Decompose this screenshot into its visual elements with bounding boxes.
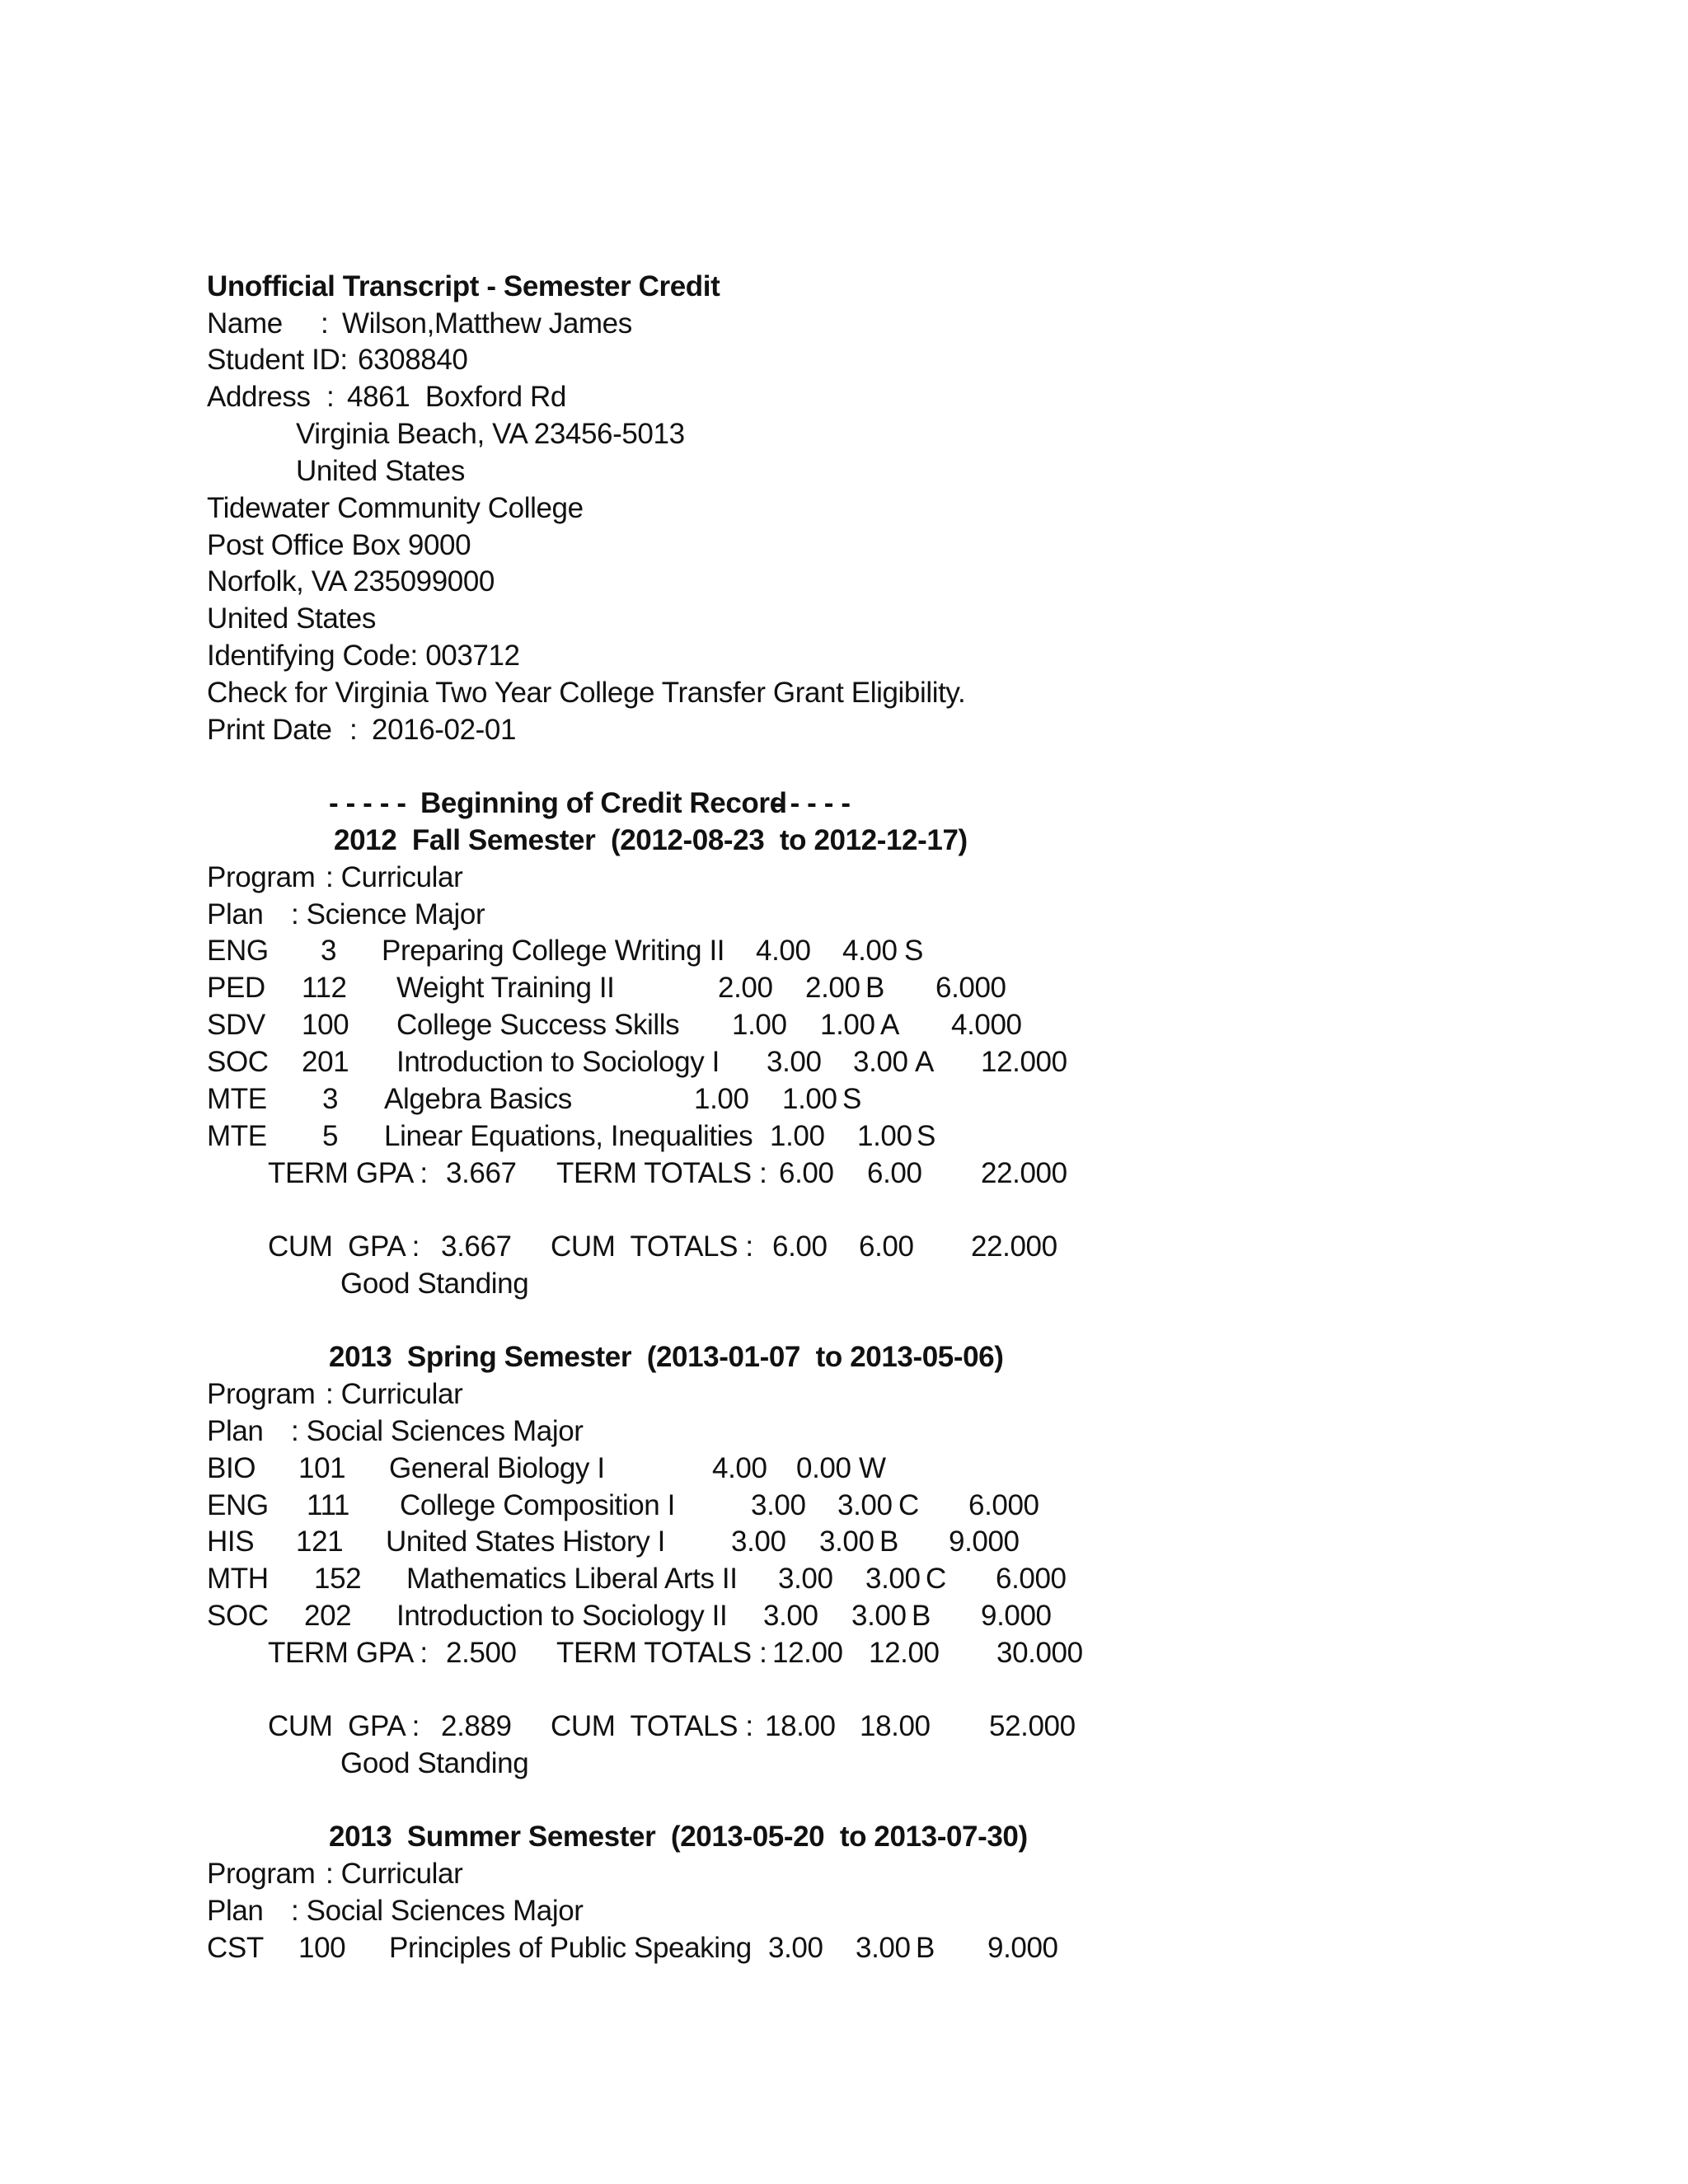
term-gpa-label: TERM GPA : xyxy=(268,1157,428,1189)
cum-earned: 18.00 xyxy=(860,1710,931,1742)
institution-country: United States xyxy=(207,602,376,635)
plan-label: Plan xyxy=(207,1895,264,1927)
course-earned: 2.00 xyxy=(805,972,860,1004)
course-number: 152 xyxy=(314,1563,362,1595)
course-attempted: 3.00 xyxy=(763,1600,818,1632)
plan-value: : Social Sciences Major xyxy=(291,1415,584,1447)
identifying-code: Identifying Code: 003712 xyxy=(207,640,520,672)
course-subject: ENG xyxy=(207,1489,269,1521)
course-number: 3 xyxy=(322,1083,339,1115)
course-earned: 0.00 xyxy=(796,1452,851,1484)
course-earned: 3.00 xyxy=(837,1489,893,1521)
document-title: Unofficial Transcript - Semester Credit xyxy=(207,270,720,302)
course-grade: W xyxy=(859,1452,886,1484)
course-attempted: 4.00 xyxy=(756,935,811,967)
course-title: Introduction to Sociology I xyxy=(396,1046,720,1078)
term-points: 22.000 xyxy=(981,1157,1067,1189)
course-number: 100 xyxy=(302,1009,349,1041)
course-number: 111 xyxy=(307,1489,350,1521)
student-name: Wilson,Matthew James xyxy=(342,307,632,340)
program-value: : Curricular xyxy=(326,1378,463,1410)
term-gpa-value: 2.500 xyxy=(446,1637,517,1669)
program-value: : Curricular xyxy=(326,1858,463,1890)
course-grade: B xyxy=(865,972,884,1004)
course-attempted: 4.00 xyxy=(712,1452,767,1484)
course-subject: MTE xyxy=(207,1120,267,1152)
term-points: 30.000 xyxy=(996,1637,1083,1669)
course-title: College Success Skills xyxy=(396,1009,680,1041)
name-separator: : xyxy=(321,307,329,340)
course-number: 5 xyxy=(322,1120,339,1152)
course-number: 202 xyxy=(304,1600,352,1632)
term-gpa-value: 3.667 xyxy=(446,1157,517,1189)
address-line-2: Virginia Beach, VA 23456-5013 xyxy=(296,418,685,450)
course-attempted: 3.00 xyxy=(751,1489,806,1521)
course-earned: 4.00 xyxy=(842,935,898,967)
address-line-1: 4861 Boxford Rd xyxy=(347,381,566,413)
course-points: 4.000 xyxy=(951,1009,1022,1041)
course-subject: PED xyxy=(207,972,265,1004)
cum-attempted: 18.00 xyxy=(765,1710,836,1742)
cum-points: 22.000 xyxy=(971,1230,1057,1263)
institution-name: Tidewater Community College xyxy=(207,492,584,524)
course-points: 9.000 xyxy=(981,1600,1052,1632)
course-earned: 3.00 xyxy=(856,1932,911,1964)
course-grade: C xyxy=(926,1563,946,1595)
course-subject: HIS xyxy=(207,1526,255,1558)
student-id-label: Student ID: xyxy=(207,344,348,376)
academic-standing: Good Standing xyxy=(340,1747,529,1779)
term-heading: 2012 Fall Semester (2012-08-23 to 2012-12-17) xyxy=(334,824,968,856)
course-subject: ENG xyxy=(207,935,269,967)
program-label: Program xyxy=(207,1378,316,1410)
course-grade: C xyxy=(898,1489,919,1521)
course-title: Weight Training II xyxy=(396,972,615,1004)
course-title: Introduction to Sociology II xyxy=(396,1600,728,1632)
record-dashes-left: - - - - - xyxy=(329,787,406,819)
address-line-3: United States xyxy=(296,455,465,487)
course-subject: SDV xyxy=(207,1009,265,1041)
course-attempted: 1.00 xyxy=(770,1120,825,1152)
print-date-label: Print Date xyxy=(207,714,332,746)
address-separator: : xyxy=(326,381,335,413)
cum-gpa-value: 3.667 xyxy=(441,1230,512,1263)
course-grade: B xyxy=(879,1526,898,1558)
course-number: 121 xyxy=(296,1526,344,1558)
institution-address-1: Post Office Box 9000 xyxy=(207,529,471,561)
course-points: 6.000 xyxy=(968,1489,1039,1521)
course-attempted: 3.00 xyxy=(768,1932,823,1964)
cum-earned: 6.00 xyxy=(859,1230,914,1263)
course-number: 3 xyxy=(321,935,337,967)
course-grade: A xyxy=(880,1009,899,1041)
course-title: Principles of Public Speaking xyxy=(389,1932,752,1964)
course-title: Linear Equations, Inequalities xyxy=(384,1120,753,1152)
course-grade: B xyxy=(912,1600,931,1632)
address-label: Address xyxy=(207,381,311,413)
course-earned: 3.00 xyxy=(819,1526,874,1558)
program-label: Program xyxy=(207,1858,316,1890)
course-attempted: 2.00 xyxy=(718,972,773,1004)
term-earned: 12.00 xyxy=(869,1637,940,1669)
course-earned: 3.00 xyxy=(853,1046,908,1078)
course-number: 100 xyxy=(298,1932,346,1964)
course-attempted: 3.00 xyxy=(767,1046,822,1078)
course-title: General Biology I xyxy=(389,1452,605,1484)
course-subject: SOC xyxy=(207,1600,269,1632)
course-points: 9.000 xyxy=(987,1932,1058,1964)
plan-value: : Science Major xyxy=(291,898,485,930)
course-points: 12.000 xyxy=(981,1046,1067,1078)
course-earned: 1.00 xyxy=(782,1083,837,1115)
cum-attempted: 6.00 xyxy=(772,1230,828,1263)
course-grade: S xyxy=(917,1120,935,1152)
student-id-value: 6308840 xyxy=(358,344,468,376)
course-number: 201 xyxy=(302,1046,349,1078)
print-date-separator: : xyxy=(349,714,358,746)
cum-gpa-value: 2.889 xyxy=(441,1710,512,1742)
cum-gpa-label: CUM GPA : xyxy=(268,1230,420,1263)
term-gpa-label: TERM GPA : xyxy=(268,1637,428,1669)
program-value: : Curricular xyxy=(326,861,463,893)
plan-label: Plan xyxy=(207,1415,264,1447)
course-subject: SOC xyxy=(207,1046,269,1078)
course-subject: CST xyxy=(207,1932,264,1964)
term-heading: 2013 Spring Semester (2013-01-07 to 2013-05-06) xyxy=(329,1341,1004,1373)
course-grade: S xyxy=(842,1083,861,1115)
course-attempted: 3.00 xyxy=(731,1526,786,1558)
course-title: College Composition I xyxy=(400,1489,675,1521)
course-title: Mathematics Liberal Arts II xyxy=(406,1563,738,1595)
course-earned: 1.00 xyxy=(857,1120,912,1152)
course-subject: BIO xyxy=(207,1452,256,1484)
course-subject: MTE xyxy=(207,1083,267,1115)
course-grade: A xyxy=(915,1046,934,1078)
course-points: 6.000 xyxy=(996,1563,1067,1595)
course-subject: MTH xyxy=(207,1563,269,1595)
cum-points: 52.000 xyxy=(989,1710,1076,1742)
course-title: Algebra Basics xyxy=(384,1083,572,1115)
print-date-value: 2016-02-01 xyxy=(372,714,517,746)
plan-label: Plan xyxy=(207,898,264,930)
course-grade: B xyxy=(916,1932,935,1964)
program-label: Program xyxy=(207,861,316,893)
cum-totals-label: CUM TOTALS : xyxy=(551,1710,753,1742)
cum-gpa-label: CUM GPA : xyxy=(268,1710,420,1742)
course-attempted: 1.00 xyxy=(732,1009,787,1041)
course-earned: 1.00 xyxy=(820,1009,875,1041)
course-earned: 3.00 xyxy=(851,1600,907,1632)
plan-value: : Social Sciences Major xyxy=(291,1895,584,1927)
term-attempted: 6.00 xyxy=(779,1157,834,1189)
record-start-label: Beginning of Credit Record xyxy=(420,787,787,819)
course-grade: S xyxy=(904,935,923,967)
course-attempted: 3.00 xyxy=(778,1563,833,1595)
course-title: United States History I xyxy=(386,1526,665,1558)
course-number: 101 xyxy=(298,1452,346,1484)
course-earned: 3.00 xyxy=(865,1563,921,1595)
cum-totals-label: CUM TOTALS : xyxy=(551,1230,753,1263)
course-points: 6.000 xyxy=(935,972,1006,1004)
academic-standing: Good Standing xyxy=(340,1268,529,1300)
grant-note: Check for Virginia Two Year College Transfer Grant Eligibility. xyxy=(207,677,966,709)
course-points: 9.000 xyxy=(949,1526,1020,1558)
term-totals-label: TERM TOTALS : xyxy=(556,1637,767,1669)
name-label: Name xyxy=(207,307,283,340)
record-dashes-right: - - - - - xyxy=(773,787,851,819)
institution-address-2: Norfolk, VA 235099000 xyxy=(207,565,495,598)
course-title: Preparing College Writing II xyxy=(382,935,725,967)
course-attempted: 1.00 xyxy=(694,1083,749,1115)
course-number: 112 xyxy=(302,972,347,1004)
term-attempted: 12.00 xyxy=(772,1637,843,1669)
term-heading: 2013 Summer Semester (2013-05-20 to 2013-07-30) xyxy=(329,1821,1028,1853)
term-totals-label: TERM TOTALS : xyxy=(556,1157,767,1189)
term-earned: 6.00 xyxy=(867,1157,922,1189)
